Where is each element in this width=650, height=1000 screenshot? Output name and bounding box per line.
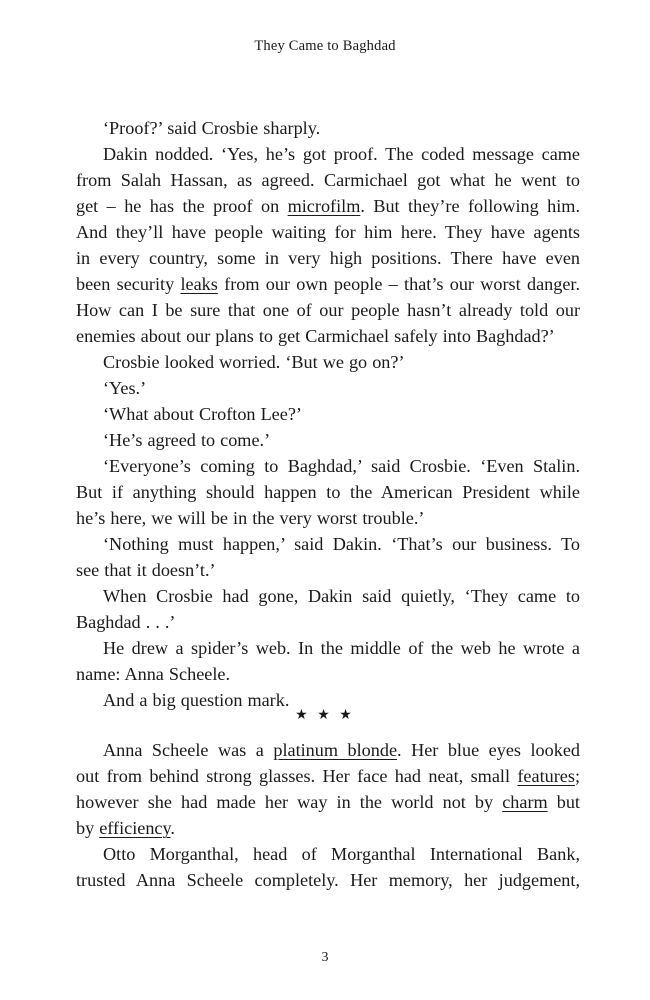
text-line: see that it doesn’t.’: [76, 560, 216, 580]
page-number: 3: [321, 950, 329, 965]
text-line: How can I be sure that one of our people hasn’t already told our: [76, 300, 580, 320]
text-line: however she had made her way in the world not by charm but: [76, 792, 580, 812]
text-line: been security leaks from our own people – that’s our worst danger.: [76, 274, 580, 294]
text-line: ‘Yes.’: [103, 378, 147, 398]
text-line: enemies about our plans to get Carmichael safely into Baghdad?’: [76, 326, 555, 346]
text-line: from Salah Hassan, as agreed. Carmichael got what he went to: [76, 170, 580, 190]
body-text-upper: [76, 115, 580, 713]
text-line: Crosbie looked worried. ‘But we go on?’: [103, 352, 405, 372]
text-line: ‘Proof?’ said Crosbie sharply.: [103, 118, 321, 138]
text-line: Otto Morganthal, head of Morganthal International Bank,: [103, 844, 580, 864]
glossary-word: platinum blonde: [273, 740, 398, 760]
text-line: Baghdad . . .’: [76, 612, 176, 632]
text-line: ‘What about Crofton Lee?’: [103, 404, 302, 424]
glossary-word: microfilm: [287, 196, 361, 216]
text-line: by efficiency.: [76, 818, 175, 838]
text-line: And a big question mark.: [103, 690, 290, 710]
text-line: But if anything should happen to the American President while: [76, 482, 580, 502]
text-line: When Crosbie had gone, Dakin said quietly, ‘They came to: [103, 586, 580, 606]
glossary-word: efficiency: [99, 818, 171, 838]
glossary-word: charm: [502, 792, 548, 812]
text-line: Anna Scheele was a platinum blonde. Her blue eyes looked: [103, 740, 580, 760]
running-head: They Came to Baghdad: [254, 38, 396, 54]
text-line: ‘Everyone’s coming to Baghdad,’ said Crosbie. ‘Even Stalin.: [103, 456, 580, 476]
text-line: in every country, some in very high positions. There have even: [76, 248, 580, 268]
text-line: Dakin nodded. ‘Yes, he’s got proof. The coded message came: [103, 144, 580, 164]
body-text-lower: [76, 737, 580, 893]
section-break: ★ ★ ★: [295, 708, 355, 723]
text-line: get – he has the proof on microfilm. But they’re following him.: [76, 196, 580, 216]
text-line: trusted Anna Scheele completely. Her memory, her judgement,: [76, 870, 580, 890]
text-line: name: Anna Scheele.: [76, 664, 231, 684]
text-line: ‘He’s agreed to come.’: [103, 430, 271, 450]
text-line: he’s here, we will be in the very worst trouble.’: [76, 508, 425, 528]
text-line: He drew a spider’s web. In the middle of the web he wrote a: [103, 638, 580, 658]
text-line: ‘Nothing must happen,’ said Dakin. ‘That’s our business. To: [103, 534, 580, 554]
text-line: out from behind strong glasses. Her face had neat, small features;: [76, 766, 580, 786]
text-line: And they’ll have people waiting for him here. They have agents: [76, 222, 580, 242]
glossary-word: features: [517, 766, 575, 786]
glossary-word: leaks: [180, 274, 218, 294]
